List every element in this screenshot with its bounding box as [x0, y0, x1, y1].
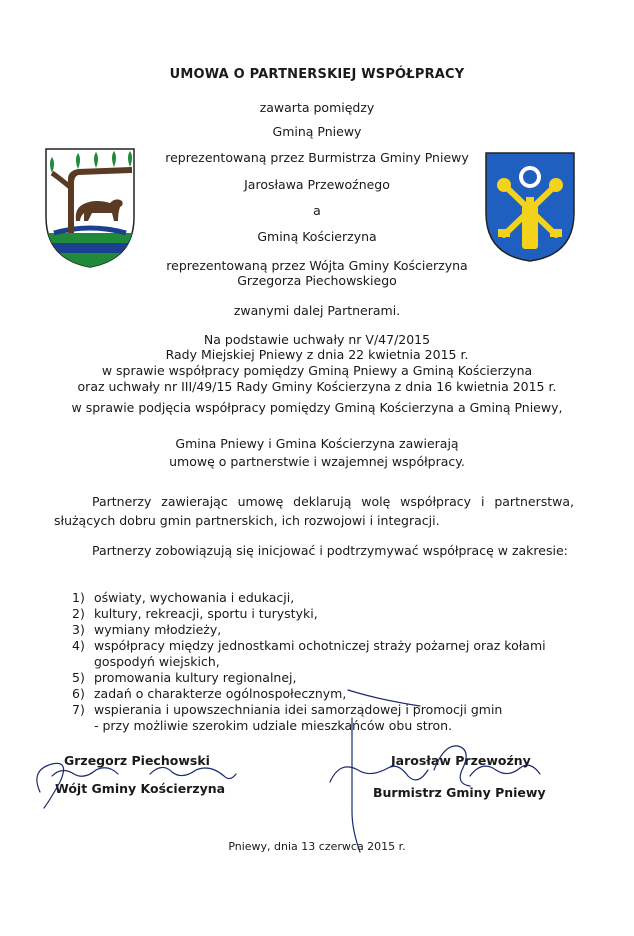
paragraph-text: Partnerzy zobowiązują się inicjować i podtrzymywać współpracę w zakresie:: [92, 543, 568, 558]
header-line: zawarta pomiędzy: [259, 100, 375, 115]
list-item: 2) kultury, rekreacji, sportu i turystyki,: [72, 606, 318, 621]
signature-left-name: Grzegorz Piechowski: [64, 753, 210, 768]
header-line: reprezentowaną przez Wójta Gminy Kościerzyna: [166, 258, 468, 273]
paragraph-text: Partnerzy zawierając umowę deklarują wolę współpracy i partnerstwa, służących dobru gmin partnerskich, ich rozwojowi i integracji.: [54, 494, 574, 528]
header-line: reprezentowaną przez Burmistrza Gminy Pniewy: [165, 150, 469, 165]
list-item: 6) zadań o charakterze ogólnospołecznym,: [72, 686, 347, 701]
koscierzyna-coat-of-arms-icon: [44, 147, 136, 273]
scope-list: [72, 590, 552, 734]
header-line: zwanymi dalej Partnerami.: [233, 303, 401, 318]
header-line: Gminą Kościerzyna: [257, 229, 377, 244]
basis-line: w sprawie współpracy pomiędzy Gminą Pniewy a Gminą Kościerzyna: [101, 363, 533, 378]
basis-line: Na podstawie uchwały nr V/47/2015: [203, 332, 431, 347]
list-item: 3) wymiany młodzieży,: [72, 622, 222, 637]
agreement-line: umowę o partnerstwie i wzajemnej współpracy.: [169, 454, 465, 469]
header-line: Gminą Pniewy: [272, 124, 362, 139]
paragraph-scope-intro: [54, 541, 574, 560]
list-continuation: - przy możliwie szerokim udziale mieszkańców obu stron.: [94, 718, 453, 733]
signature-right-name: Jarosław Przewoźny: [391, 753, 531, 768]
signature-left-role: Wójt Gminy Kościerzyna: [55, 781, 226, 796]
list-item: 5) promowania kultury regionalnej,: [72, 670, 297, 685]
document-title: UMOWA O PARTNERSKIEJ WSPÓŁPRACY: [169, 67, 465, 82]
basis-line: oraz uchwały nr III/49/15 Rady Gminy Kościerzyna z dnia 16 kwietnia 2015 r.: [77, 379, 557, 394]
place-date: Pniewy, dnia 13 czerwca 2015 r.: [228, 840, 406, 853]
header-line: a: [313, 203, 321, 218]
list-item: 4) współpracy między jednostkami ochotniczej straży pożarnej oraz kołami gospodyń wiejskich,: [72, 638, 546, 669]
header-line: Grzegorza Piechowskiego: [237, 273, 397, 288]
agreement-line: Gmina Pniewy i Gmina Kościerzyna zawierają: [175, 436, 459, 451]
signature-right-role: Burmistrz Gminy Pniewy: [373, 785, 546, 800]
basis-line: Rady Miejskiej Pniewy z dnia 22 kwietnia 2015 r.: [165, 347, 469, 362]
header-line: Jarosława Przewoźnego: [244, 177, 390, 192]
paragraph-declaration: [54, 492, 574, 530]
pniewy-coat-of-arms-icon: [484, 151, 576, 267]
list-item: 7) wspierania i upowszechniania idei samorządowej i promocji gmin: [72, 702, 503, 717]
basis-line: w sprawie podjęcia współpracy pomiędzy Gminą Kościerzyna a Gminą Pniewy,: [71, 400, 563, 415]
list-item: 1) oświaty, wychowania i edukacji,: [72, 590, 295, 605]
